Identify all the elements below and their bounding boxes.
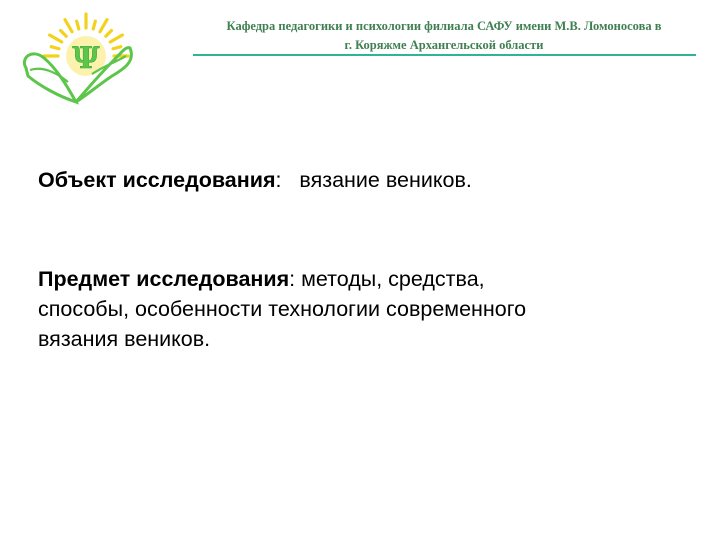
header-line-1: Кафедра педагогики и психологии филиала САФУ имени М.В. Ломоносова в <box>226 19 662 33</box>
header-line-2: г. Коряжме Архангельской области <box>344 38 544 52</box>
department-header <box>194 17 694 55</box>
sun-ray <box>100 20 107 32</box>
sun-ray <box>61 31 67 37</box>
research-object <box>38 165 698 195</box>
subject-line-2: способы, особенности технологии современного <box>38 297 527 321</box>
subject-label: Предмет исследования <box>38 267 290 291</box>
header-divider <box>193 54 696 56</box>
object-label: Объект исследования <box>38 168 276 192</box>
subject-line-3: вязания веников. <box>38 327 211 351</box>
sun-ray <box>65 20 72 32</box>
sun-ray <box>93 21 95 29</box>
svg-text:Ψ: Ψ <box>72 41 100 76</box>
sun-ray <box>110 35 122 42</box>
subject-text-1: методы, средства, <box>295 267 485 291</box>
subject-line-1 <box>38 264 688 294</box>
sun-ray <box>106 31 112 37</box>
research-subject <box>38 264 688 354</box>
sun-ray <box>113 47 121 49</box>
sun-ray <box>51 47 59 49</box>
object-text: вязание веников. <box>299 168 472 192</box>
sun-hands-logo-icon <box>18 10 138 118</box>
object-separator: : <box>275 168 282 192</box>
sun-ray <box>77 21 79 29</box>
subject-separator: : <box>289 267 296 291</box>
sun-ray <box>50 35 62 42</box>
